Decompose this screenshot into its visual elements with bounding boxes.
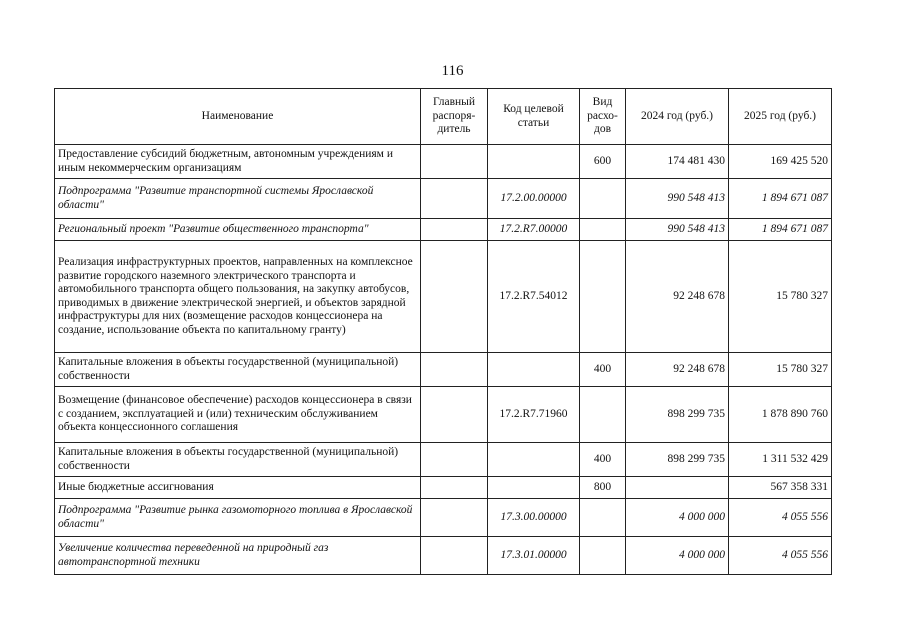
page-number: 116: [441, 63, 464, 79]
row-name: Возмещение (финансовое обеспечение) расходов концессионера в связи с созданием, эксплуатацией и (или) техническим обслуживанием объекта концессионного соглашения: [55, 387, 421, 443]
table-row: [55, 443, 832, 477]
row-code: 17.2.R7.00000: [488, 219, 580, 241]
row-name: Реализация инфраструктурных проектов, направленных на комплексное развитие городского наземного электрического транспорта и автомобильного транспорта общего пользования, на закупку автобусов, приводимых в движение электрической энергией, и объектов зарядной инфраструктуры для них (возмещение расходов концессионера на создание, использование объекта по капитальному гранту): [55, 241, 421, 353]
row-2024: 898 299 735: [626, 387, 729, 443]
table-row: [55, 219, 832, 241]
row-code: 17.2.00.00000: [488, 179, 580, 219]
table-row: [55, 145, 832, 179]
row-2025: 1 878 890 760: [729, 387, 832, 443]
row-main-manager: [421, 241, 488, 353]
row-main-manager: [421, 499, 488, 537]
row-2025: 1 894 671 087: [729, 219, 832, 241]
table-row: [55, 179, 832, 219]
row-2024: 92 248 678: [626, 353, 729, 387]
table-row: [55, 499, 832, 537]
row-code: 17.3.01.00000: [488, 537, 580, 575]
table-row: [55, 241, 832, 353]
row-2024: 4 000 000: [626, 537, 729, 575]
row-main-manager: [421, 179, 488, 219]
row-code: [488, 443, 580, 477]
table-row: [55, 387, 832, 443]
table-header-row: [55, 89, 832, 145]
row-main-manager: [421, 387, 488, 443]
row-type: [580, 241, 626, 353]
row-2024: 990 548 413: [626, 179, 729, 219]
header-year-2024: 2024 год (руб.): [626, 89, 729, 145]
row-code: [488, 353, 580, 387]
row-type: [580, 387, 626, 443]
header-expense-type: Вид расхо-дов: [580, 89, 626, 145]
row-2025: 15 780 327: [729, 241, 832, 353]
row-main-manager: [421, 477, 488, 499]
row-name: Региональный проект "Развитие общественного транспорта": [55, 219, 421, 241]
row-2024: [626, 477, 729, 499]
row-2025: 169 425 520: [729, 145, 832, 179]
row-2025: 4 055 556: [729, 537, 832, 575]
row-type: [580, 219, 626, 241]
row-code: 17.3.00.00000: [488, 499, 580, 537]
row-name: Подпрограмма "Развитие рынка газомоторного топлива в Ярославской области": [55, 499, 421, 537]
row-2025: 15 780 327: [729, 353, 832, 387]
row-2025: 567 358 331: [729, 477, 832, 499]
row-type: [580, 499, 626, 537]
row-main-manager: [421, 537, 488, 575]
row-name: Предоставление субсидий бюджетным, автономным учреждениям и иным некоммерческим организациям: [55, 145, 421, 179]
row-2024: 990 548 413: [626, 219, 729, 241]
row-2024: 4 000 000: [626, 499, 729, 537]
row-2025: 1 894 671 087: [729, 179, 832, 219]
header-year-2025: 2025 год (руб.): [729, 89, 832, 145]
row-code: 17.2.R7.54012: [488, 241, 580, 353]
row-type: 400: [580, 353, 626, 387]
row-main-manager: [421, 145, 488, 179]
row-type: 600: [580, 145, 626, 179]
row-code: [488, 145, 580, 179]
table-row: [55, 353, 832, 387]
header-target-code: Код целевой статьи: [488, 89, 580, 145]
row-type: 800: [580, 477, 626, 499]
row-2025: 1 311 532 429: [729, 443, 832, 477]
row-name: Увеличение количества переведенной на природный газ автотранспортной техники: [55, 537, 421, 575]
table-row: [55, 537, 832, 575]
row-code: [488, 477, 580, 499]
header-main-manager: Главный распоря-дитель: [421, 89, 488, 145]
row-type: 400: [580, 443, 626, 477]
row-main-manager: [421, 353, 488, 387]
row-type: [580, 179, 626, 219]
row-type: [580, 537, 626, 575]
row-2024: 174 481 430: [626, 145, 729, 179]
row-name: Иные бюджетные ассигнования: [55, 477, 421, 499]
budget-table: [54, 88, 832, 575]
row-main-manager: [421, 219, 488, 241]
row-2024: 92 248 678: [626, 241, 729, 353]
row-main-manager: [421, 443, 488, 477]
row-name: Капитальные вложения в объекты государственной (муниципальной) собственности: [55, 443, 421, 477]
row-name: Капитальные вложения в объекты государственной (муниципальной) собственности: [55, 353, 421, 387]
row-2024: 898 299 735: [626, 443, 729, 477]
row-code: 17.2.R7.71960: [488, 387, 580, 443]
table-row: [55, 477, 832, 499]
row-name: Подпрограмма "Развитие транспортной системы Ярославской области": [55, 179, 421, 219]
row-2025: 4 055 556: [729, 499, 832, 537]
header-name: Наименование: [55, 89, 421, 145]
